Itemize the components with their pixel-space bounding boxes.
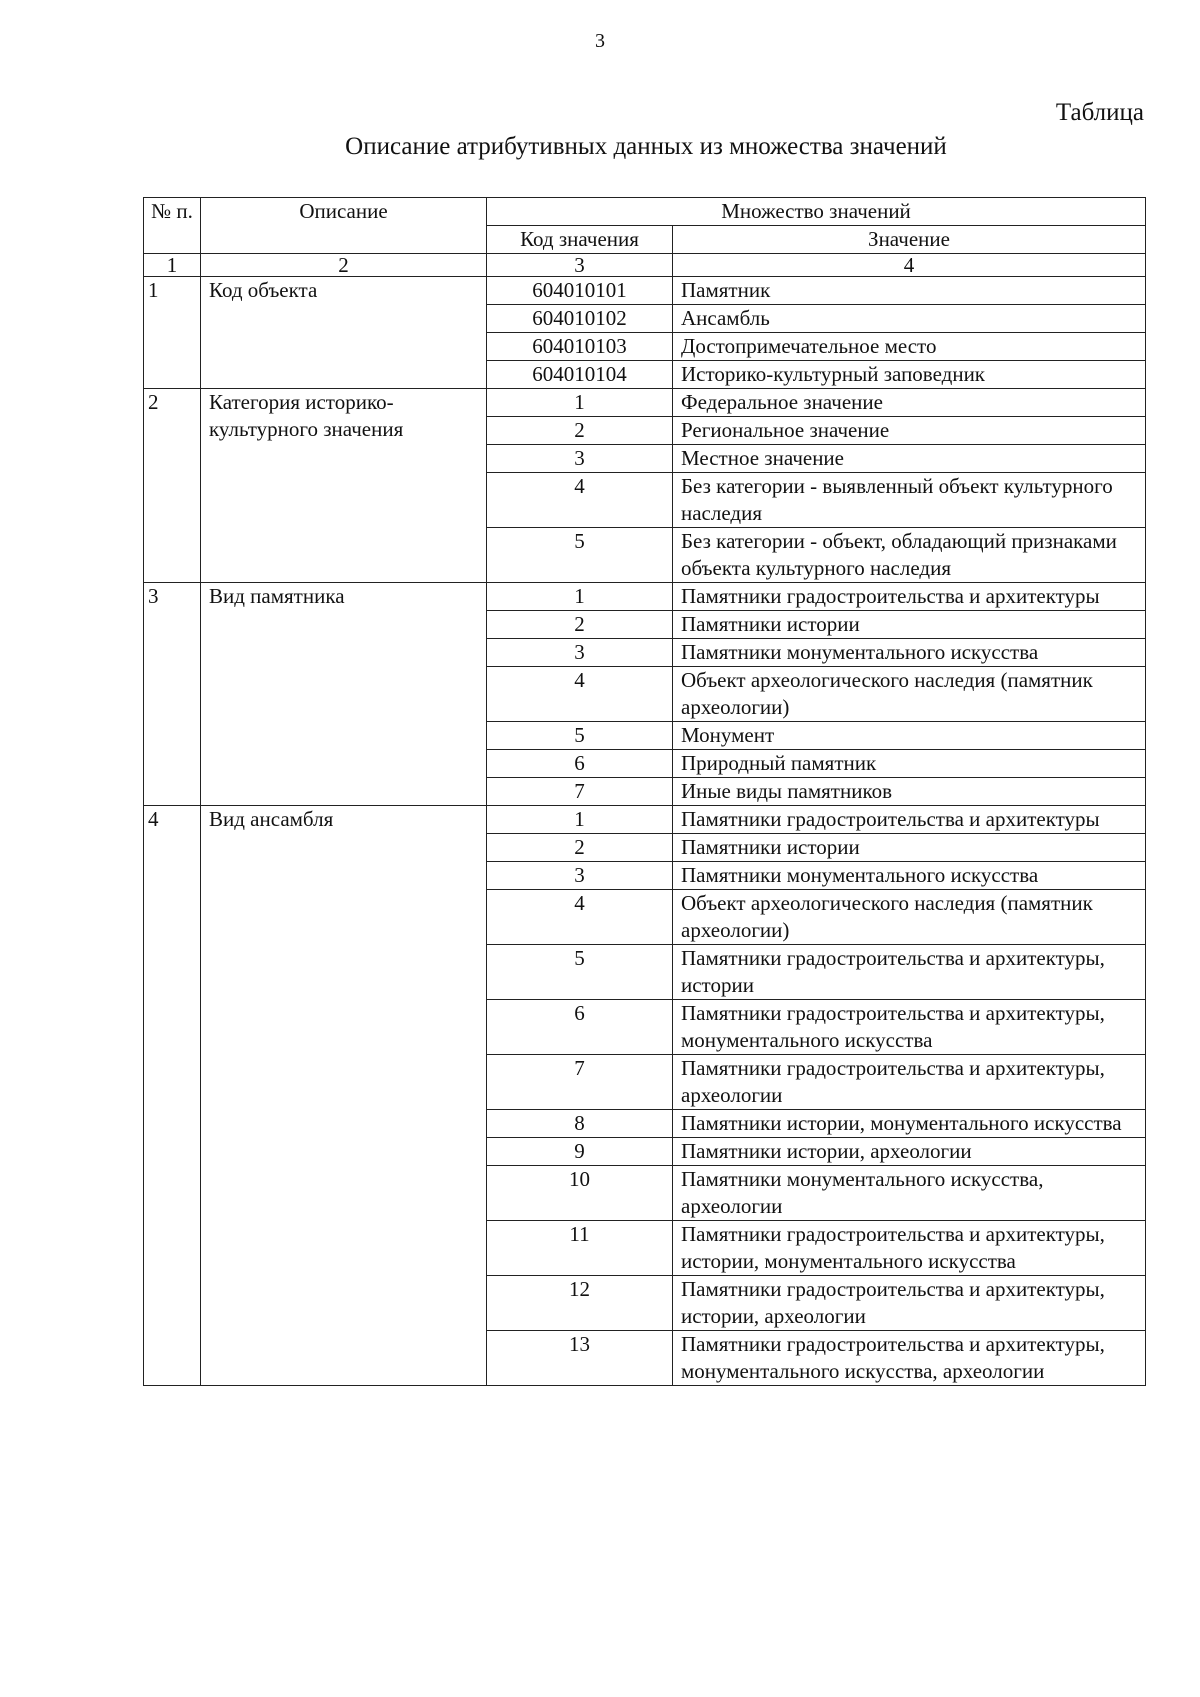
- column-number: 1: [144, 254, 201, 277]
- column-number: 2: [201, 254, 487, 277]
- code-cell: 604010103: [487, 333, 673, 361]
- row-number-cell: 2: [144, 389, 201, 583]
- description-cell: Код объекта: [201, 277, 487, 389]
- header-num: № п.: [144, 198, 201, 254]
- code-cell: 11: [487, 1221, 673, 1276]
- value-cell: Местное значение: [673, 445, 1146, 473]
- value-cell: Памятники градостроительства и архитектуры, археологии: [673, 1055, 1146, 1110]
- code-cell: 1: [487, 389, 673, 417]
- code-cell: 1: [487, 806, 673, 834]
- code-cell: 13: [487, 1331, 673, 1386]
- value-cell: Памятники монументального искусства, археологии: [673, 1166, 1146, 1221]
- header-value-set: Множество значений: [487, 198, 1146, 226]
- code-cell: 1: [487, 583, 673, 611]
- code-cell: 4: [487, 667, 673, 722]
- code-cell: 7: [487, 778, 673, 806]
- description-cell: Вид ансамбля: [201, 806, 487, 1386]
- value-cell: Памятники градостроительства и архитектуры: [673, 806, 1146, 834]
- value-cell: Памятники истории: [673, 834, 1146, 862]
- value-cell: Памятники градостроительства и архитектуры, монументального искусства, археологии: [673, 1331, 1146, 1386]
- value-cell: Памятники истории, монументального искусства: [673, 1110, 1146, 1138]
- column-number: 3: [487, 254, 673, 277]
- code-cell: 5: [487, 722, 673, 750]
- value-cell: Ансамбль: [673, 305, 1146, 333]
- code-cell: 8: [487, 1110, 673, 1138]
- row-number-cell: 4: [144, 806, 201, 1386]
- header-description: Описание: [201, 198, 487, 254]
- table-row: [144, 806, 1146, 834]
- value-cell: Федеральное значение: [673, 389, 1146, 417]
- table-row: [144, 277, 1146, 305]
- code-cell: 5: [487, 945, 673, 1000]
- code-cell: 3: [487, 862, 673, 890]
- table-row: [144, 583, 1146, 611]
- code-cell: 4: [487, 473, 673, 528]
- value-cell: Без категории - объект, обладающий признаками объекта культурного наследия: [673, 528, 1146, 583]
- code-cell: 7: [487, 1055, 673, 1110]
- value-cell: Историко-культурный заповедник: [673, 361, 1146, 389]
- code-cell: 604010101: [487, 277, 673, 305]
- column-number: 4: [673, 254, 1146, 277]
- value-cell: Памятники градостроительства и архитектуры: [673, 583, 1146, 611]
- value-cell: Региональное значение: [673, 417, 1146, 445]
- value-cell: Памятники градостроительства и архитектуры, истории: [673, 945, 1146, 1000]
- code-cell: 2: [487, 834, 673, 862]
- value-cell: Памятники градостроительства и архитектуры, монументального искусства: [673, 1000, 1146, 1055]
- code-cell: 4: [487, 890, 673, 945]
- row-number-cell: 3: [144, 583, 201, 806]
- code-cell: 604010104: [487, 361, 673, 389]
- attributes-table: [143, 197, 1146, 1386]
- value-cell: Памятники градостроительства и архитектуры, истории, археологии: [673, 1276, 1146, 1331]
- description-cell: Вид памятника: [201, 583, 487, 806]
- code-cell: 12: [487, 1276, 673, 1331]
- value-cell: Памятники истории, археологии: [673, 1138, 1146, 1166]
- value-cell: Природный памятник: [673, 750, 1146, 778]
- table-row: [144, 389, 1146, 417]
- code-cell: 5: [487, 528, 673, 583]
- value-cell: Объект археологического наследия (памятник археологии): [673, 890, 1146, 945]
- table-header: [144, 198, 1146, 277]
- table-caption-label: Таблица: [1055, 99, 1144, 126]
- value-cell: Достопримечательное место: [673, 333, 1146, 361]
- value-cell: Памятники истории: [673, 611, 1146, 639]
- value-cell: Памятники монументального искусства: [673, 862, 1146, 890]
- value-cell: Без категории - выявленный объект культурного наследия: [673, 473, 1146, 528]
- code-cell: 9: [487, 1138, 673, 1166]
- code-cell: 3: [487, 639, 673, 667]
- value-cell: Иные виды памятников: [673, 778, 1146, 806]
- header-value: Значение: [673, 226, 1146, 254]
- code-cell: 3: [487, 445, 673, 473]
- code-cell: 6: [487, 750, 673, 778]
- page-title: Описание атрибутивных данных из множества значений: [345, 133, 947, 160]
- description-cell: Категория историко-культурного значения: [201, 389, 487, 583]
- header-code: Код значения: [487, 226, 673, 254]
- row-number-cell: 1: [144, 277, 201, 389]
- value-cell: Объект археологического наследия (памятник археологии): [673, 667, 1146, 722]
- code-cell: 604010102: [487, 305, 673, 333]
- value-cell: Памятники градостроительства и архитектуры, истории, монументального искусства: [673, 1221, 1146, 1276]
- table-body: [144, 277, 1146, 1386]
- code-cell: 6: [487, 1000, 673, 1055]
- value-cell: Монумент: [673, 722, 1146, 750]
- page-number: 3: [595, 30, 605, 52]
- code-cell: 10: [487, 1166, 673, 1221]
- value-cell: Памятники монументального искусства: [673, 639, 1146, 667]
- code-cell: 2: [487, 417, 673, 445]
- value-cell: Памятник: [673, 277, 1146, 305]
- code-cell: 2: [487, 611, 673, 639]
